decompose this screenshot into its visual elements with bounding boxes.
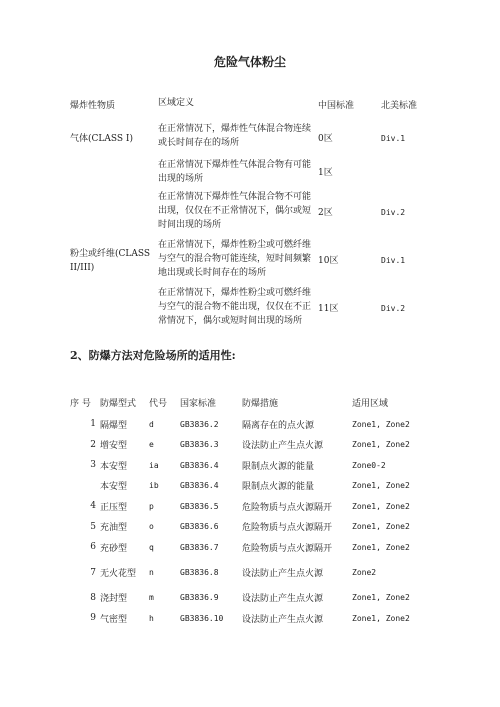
cell-type: 充油型	[100, 523, 128, 534]
cell-type: 气密型	[100, 614, 128, 625]
cell-china-standard: 10区	[318, 256, 339, 266]
table-header	[70, 390, 450, 414]
cell-no: 7	[90, 567, 96, 578]
cell-measure: 危险物质与点火源隔开	[242, 543, 333, 554]
cell-code: o	[149, 522, 154, 532]
cell-standard: GB3836.9	[180, 593, 219, 603]
cell-measure: 设法防止产生点火源	[242, 441, 324, 452]
header-no: 序 号	[70, 398, 91, 409]
cell-no: 6	[90, 542, 96, 553]
header-china-standard: 中国标准	[318, 101, 355, 111]
cell-measure: 危险物质与点火源隔开	[242, 502, 333, 513]
cell-substance: 气体(CLASS I)	[70, 134, 133, 144]
cell-zone: Zone1, Zone2	[352, 542, 410, 552]
cell-type: 无火花型	[100, 569, 137, 579]
cell-substance	[70, 190, 158, 236]
table-row	[70, 238, 440, 284]
cell-type: 本安型	[100, 482, 128, 493]
cell-no: 2	[90, 439, 96, 450]
hazard-zone-table	[70, 96, 440, 334]
cell-na-standard: Div.2	[381, 304, 406, 313]
table-row	[70, 455, 450, 476]
cell-code: p	[149, 501, 154, 511]
cell-no: 5	[90, 521, 96, 532]
cell-code: ia	[149, 460, 159, 470]
cell-measure: 设法防止产生点火源	[242, 614, 324, 625]
cell-standard: GB3836.7	[180, 542, 219, 552]
cell-type: 浇封型	[100, 594, 128, 605]
cell-zone: Zone1, Zone2	[352, 501, 410, 511]
table-row	[70, 158, 440, 188]
header-type: 防爆型式	[100, 398, 137, 409]
cell-standard: GB3836.4	[180, 481, 219, 491]
cell-na-standard: Div.1	[381, 134, 406, 143]
cell-definition: 在正常情况下，爆炸性粉尘或可燃纤维与空气的混合物可能连续，短时间频繁地出现或长时间存在的场所	[158, 240, 312, 278]
cell-measure: 隔离存在的点火源	[242, 420, 315, 431]
cell-na-standard: Div.1	[381, 256, 406, 265]
cell-type: 本安型	[100, 461, 128, 472]
table-row	[70, 122, 440, 156]
cell-measure: 设法防止产生点火源	[242, 594, 324, 605]
cell-no: 1	[90, 419, 96, 430]
cell-standard: GB3836.6	[180, 522, 219, 532]
cell-code: m	[149, 593, 154, 603]
cell-measure: 设法防止产生点火源	[242, 569, 324, 579]
table-row	[70, 608, 450, 629]
cell-no: 8	[90, 592, 96, 603]
cell-zone: Zone1, Zone2	[352, 613, 410, 623]
header-zone: 适用区域	[352, 398, 389, 409]
page-title: 危险气体粉尘	[213, 55, 286, 69]
table-row	[70, 558, 450, 588]
cell-standard: GB3836.5	[180, 501, 219, 511]
cell-measure: 危险物质与点火源隔开	[242, 523, 333, 534]
cell-standard: GB3836.4	[180, 460, 219, 470]
cell-substance	[70, 286, 158, 332]
cell-measure: 限制点火源的能量	[242, 461, 315, 472]
table-row	[70, 435, 450, 456]
header-na-standard: 北美标准	[381, 101, 418, 111]
cell-china-standard: 2区	[318, 208, 333, 218]
cell-substance	[70, 158, 158, 188]
cell-type: 隔爆型	[100, 420, 128, 431]
cell-zone: Zone0-2	[352, 460, 386, 470]
header-code: 代号	[149, 398, 168, 409]
cell-zone: Zone2	[352, 568, 377, 577]
table-row	[70, 286, 440, 332]
cell-measure: 限制点火源的能量	[242, 482, 315, 493]
cell-na-standard	[381, 158, 440, 188]
cell-zone: Zone1, Zone2	[352, 522, 410, 532]
cell-no: 4	[90, 501, 96, 512]
cell-standard: GB3836.2	[180, 419, 219, 429]
cell-code: q	[149, 542, 154, 552]
table-row	[70, 476, 450, 497]
explosion-protection-table	[70, 390, 450, 629]
cell-type: 正压型	[100, 502, 128, 513]
header-definition: 区域定义	[158, 98, 195, 108]
cell-definition: 在正常情况下，爆炸性粉尘或可燃纤维与空气的混合物不能出现，仅仅在不正常情况下，偶尔或短时间出现的场所	[158, 288, 312, 326]
header-substance: 爆炸性物质	[70, 101, 116, 111]
table-row	[70, 588, 450, 609]
cell-no: 3	[90, 460, 96, 471]
cell-definition: 在正常情况下，爆炸性气体混合物连续或长时间存在的场所	[158, 124, 312, 148]
cell-na-standard: Div.2	[381, 208, 406, 217]
table-row	[70, 537, 450, 558]
cell-code: d	[149, 419, 154, 429]
cell-china-standard: 0区	[318, 134, 333, 144]
cell-china-standard: 1区	[318, 168, 333, 178]
table-row	[70, 517, 450, 538]
cell-type: 充砂型	[100, 543, 128, 554]
header-measure: 防爆措施	[242, 398, 279, 409]
table-row	[70, 414, 450, 435]
cell-china-standard: 11区	[318, 304, 339, 314]
cell-zone: Zone1, Zone2	[352, 419, 410, 429]
cell-code: n	[149, 568, 154, 577]
cell-standard: GB3836.8	[180, 568, 219, 577]
section-heading: 2、防爆方法对危险场所的适用性:	[70, 349, 236, 362]
cell-code: e	[149, 440, 154, 450]
cell-zone: Zone1, Zone2	[352, 593, 410, 603]
cell-definition: 在正常情况下爆炸性气体混合物不可能出现，仅仅在不正常情况下，偶尔或短时间出现的场所	[158, 192, 312, 230]
cell-zone: Zone1, Zone2	[352, 440, 410, 450]
cell-code: h	[149, 613, 154, 623]
cell-standard: GB3836.10	[180, 613, 224, 623]
table-row	[70, 496, 450, 517]
cell-definition: 在正常情况下爆炸性气体混合物有可能出现的场所	[158, 160, 312, 184]
cell-type: 增安型	[100, 441, 128, 452]
cell-standard: GB3836.3	[180, 440, 219, 450]
table-header	[70, 96, 440, 116]
cell-substance: 粉尘或纤维(CLASS II/III)	[70, 249, 151, 273]
cell-zone: Zone1, Zone2	[352, 481, 410, 491]
header-standard: 国家标准	[180, 398, 217, 409]
cell-no: 9	[90, 613, 96, 624]
table-row	[70, 190, 440, 236]
cell-code: ib	[149, 481, 159, 491]
